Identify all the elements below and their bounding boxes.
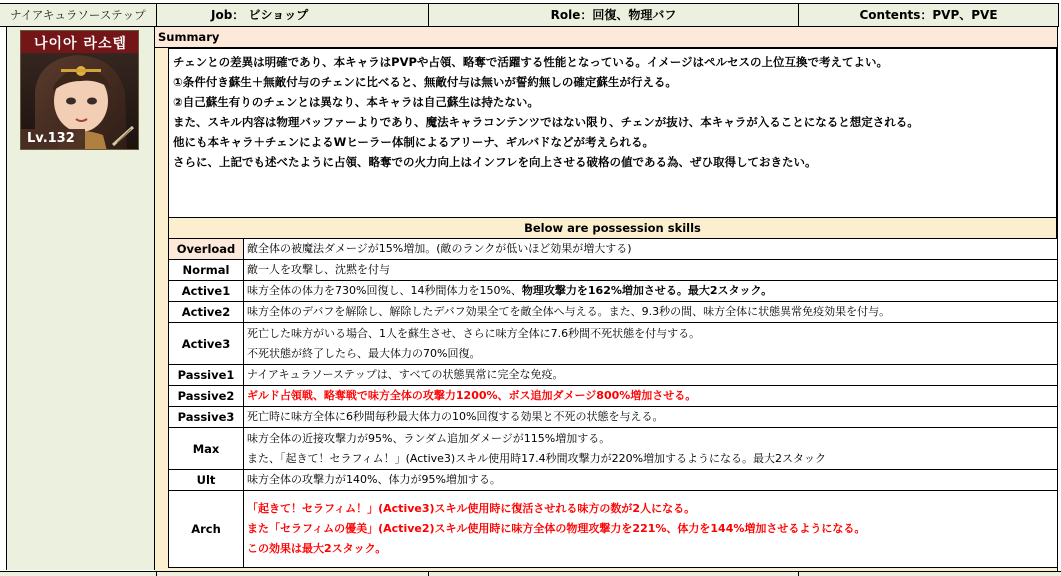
skill-text: 味方全体のデバフを解除し、解除したデバフ効果全てを敵全体へ与える。また、9.3秒の間、味方全体に状態異常免疫効果を付与。 [247, 305, 891, 318]
skill-label[interactable]: Passive1 [169, 365, 244, 386]
skill-row-active1 [169, 281, 1058, 302]
skill-text-cell[interactable] [244, 260, 1058, 281]
character-header-row [0, 3, 1059, 27]
skill-row-normal [169, 260, 1058, 281]
skill-text: 不死状態が終了したら、最大体力の70%回復。 [247, 346, 481, 360]
summary-line: チェンとの差異は明確であり、本キャラはPVPや占領、略奪で活躍する性能となっている。イメージはペルセスの上位互換で考えてよい。 [173, 55, 889, 69]
skill-text-cell[interactable] [244, 386, 1058, 407]
skill-text-highlight: ギルド占領戦、略奪戦で味方全体の攻撃力1200%、ボス追加ダメージ800%増加させる。 [247, 389, 697, 402]
skill-label[interactable]: Active2 [169, 302, 244, 323]
skill-row-passive3 [169, 407, 1058, 428]
skill-row-overload [169, 239, 1058, 260]
skill-text: 敵全体の被魔法ダメージが15%増加。(敵のランクが低いほど効果が増大する) [247, 242, 632, 255]
skill-text-cell[interactable] [244, 428, 1058, 470]
skill-text: 敵一人を攻撃し、沈黙を付与 [247, 263, 390, 276]
role-cell[interactable]: Role：回復、物理バフ [428, 4, 798, 26]
next-row-edge [0, 571, 1061, 576]
skill-label[interactable]: Ult [169, 470, 244, 491]
skill-text: 味方全体の体力を730%回復し、14秒間体力を150%、 [247, 284, 522, 297]
skill-label[interactable]: Passive3 [169, 407, 244, 428]
skill-text-cell[interactable] [244, 323, 1058, 365]
skill-label[interactable]: Overload [169, 239, 244, 260]
skill-text-cell[interactable] [244, 239, 1058, 260]
cell-divider [798, 572, 799, 576]
skill-text-highlight: 「起きて！セラフィム！」(Active3)スキル使用時に復活させれる味方の数が2人になる。 [247, 502, 696, 515]
portrait-level-label: Lv.132 [27, 131, 75, 146]
skill-label[interactable]: Arch [169, 491, 244, 568]
skill-row-active3 [169, 323, 1058, 365]
skill-text-bold: 物理攻撃力を162%増加させる。最大2スタック。 [521, 284, 773, 297]
character-name-cell[interactable]: ナイアキュラソーステップ [10, 8, 146, 22]
summary-header [155, 27, 1058, 48]
possession-skills-heading[interactable]: Below are possession skills [168, 218, 1057, 238]
skill-label[interactable]: Max [169, 428, 244, 470]
portrait-column [6, 27, 155, 570]
summary-line: また、スキル内容は物理バッファーよりであり、魔法キャラコンテンツではない限り、チェンが抜け、本キャラが入ることになると想定される。 [173, 115, 919, 129]
skill-text-cell[interactable] [244, 302, 1058, 323]
summary-line: ①条件付き蘇生＋無敵付与のチェンに比べると、無敵付与は無いが誓約無しの確定蘇生が行える。 [173, 75, 677, 89]
skill-label[interactable]: Active3 [169, 323, 244, 365]
portrait-name-banner: 나이아 라소텝 [33, 36, 128, 52]
skills-table [168, 238, 1058, 568]
summary-line: さらに、上記でも述べたように占領、略奪での火力向上はインフレを向上させる破格の値である為、ぜひ取得しておきたい。 [173, 155, 817, 169]
summary-line: 他にも本キャラ＋チェンによるWヒーラー体制によるアリーナ、ギルバドなどが考えられる。 [173, 135, 654, 149]
skill-text-cell[interactable] [244, 470, 1058, 491]
skill-text: 死亡時に味方全体に6秒間毎秒最大体力の10%回復する効果と不死の状態を与える。 [247, 410, 664, 423]
skill-label[interactable]: Normal [169, 260, 244, 281]
skill-row-passive1 [169, 365, 1058, 386]
skill-row-max [169, 428, 1058, 470]
skill-row-passive2 [169, 386, 1058, 407]
skill-label[interactable]: Active1 [169, 281, 244, 302]
summary-line: ②自己蘇生有りのチェンとは異なり、本キャラは自己蘇生は持たない。 [173, 95, 539, 109]
summary-title: Summary [158, 30, 220, 44]
job-cell[interactable]: Job： ビショップ [156, 4, 428, 26]
cell-divider [156, 572, 157, 576]
skill-row-ult [169, 470, 1058, 491]
skill-text: ナイアキュラソーステップは、すべての状態異常に完全な免疫。 [247, 368, 564, 381]
skill-label[interactable]: Passive2 [169, 386, 244, 407]
skill-row-active2 [169, 302, 1058, 323]
skill-text: 死亡した味方がいる場合、1人を蘇生させ、さらに味方全体に7.6秒間不死状態を付与する。 [247, 326, 701, 340]
skill-text-cell[interactable] [244, 281, 1058, 302]
skill-text-cell[interactable] [244, 407, 1058, 428]
skill-text: また、「起きて！セラフィム！」(Active3)スキル使用時17.4秒間攻撃力が220%増加するようになる。最大2スタック [247, 451, 827, 465]
summary-text-cell[interactable] [168, 48, 1057, 218]
skill-text-cell[interactable] [244, 491, 1058, 568]
skill-text: 味方全体の攻撃力が140%、体力が95%増加する。 [247, 473, 501, 486]
character-portrait-image[interactable] [20, 30, 139, 150]
skill-row-arch [169, 491, 1058, 568]
skill-text: 味方全体の近接攻撃力が95%、ランダム追加ダメージが115%増加する。 [247, 431, 611, 445]
skill-text-cell[interactable] [244, 365, 1058, 386]
skill-text-highlight: また「セラフィムの優美」(Active2)スキル使用時に味方全体の物理攻撃力を221%、体力を144%増加させるようになる。 [247, 522, 866, 535]
contents-cell[interactable]: Contents：PVP、PVE [798, 4, 1059, 26]
cell-divider [428, 572, 429, 576]
skill-text-highlight: この効果は最大2スタック。 [247, 542, 387, 555]
